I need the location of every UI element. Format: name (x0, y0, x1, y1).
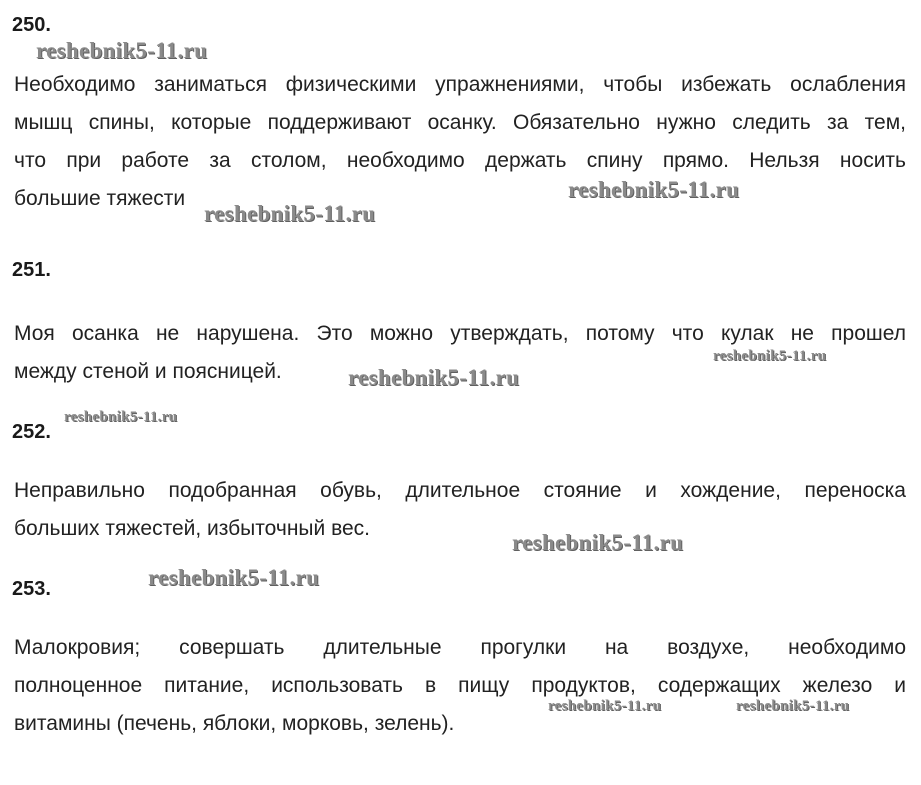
text-line: Необходимо заниматься физическими упражнениями, чтобы избежать ослабления (14, 73, 906, 96)
answer-number-250: 250. (12, 14, 51, 36)
text-line: Моя осанка не нарушена. Это можно утверждать, потому что кулак не прошел (14, 322, 906, 345)
text-line: Малокровия; совершать длительные прогулки на воздухе, необходимо (14, 636, 906, 659)
text-line: больших тяжестей, избыточный вес. (14, 517, 371, 540)
watermark: reshebnik5-11.ru (36, 38, 208, 63)
watermark: reshebnik5-11.ru (64, 409, 178, 425)
text-line: мышц спины, которые поддерживают осанку. Обязательно нужно следить за тем, (14, 111, 906, 134)
text-line: витамины (печень, яблоки, морковь, зелень). (14, 712, 455, 735)
answer-text-250 (14, 66, 906, 218)
answer-number-252: 252. (12, 421, 51, 443)
text-line: большие тяжести (14, 187, 186, 210)
text-line: между стеной и поясницей. (14, 360, 282, 383)
watermark: reshebnik5-11.ru (512, 530, 684, 555)
watermark: reshebnik5-11.ru (204, 201, 376, 226)
answer-text-252 (14, 472, 906, 548)
answer-number-251: 251. (12, 259, 51, 281)
watermark: reshebnik5-11.ru (568, 177, 740, 202)
answer-text-253 (14, 629, 906, 743)
text-line: полноценное питание, использовать в пищу продуктов, содержащих железо и (14, 674, 906, 697)
watermark: reshebnik5-11.ru (548, 698, 662, 714)
answer-number-253: 253. (12, 578, 51, 600)
watermark: reshebnik5-11.ru (148, 565, 320, 590)
watermark: reshebnik5-11.ru (348, 365, 520, 390)
text-line: Неправильно подобранная обувь, длительное стояние и хождение, переноска (14, 479, 906, 502)
text-line: что при работе за столом, необходимо держать спину прямо. Нельзя носить (14, 149, 906, 172)
watermark: reshebnik5-11.ru (713, 348, 827, 364)
watermark: reshebnik5-11.ru (736, 698, 850, 714)
